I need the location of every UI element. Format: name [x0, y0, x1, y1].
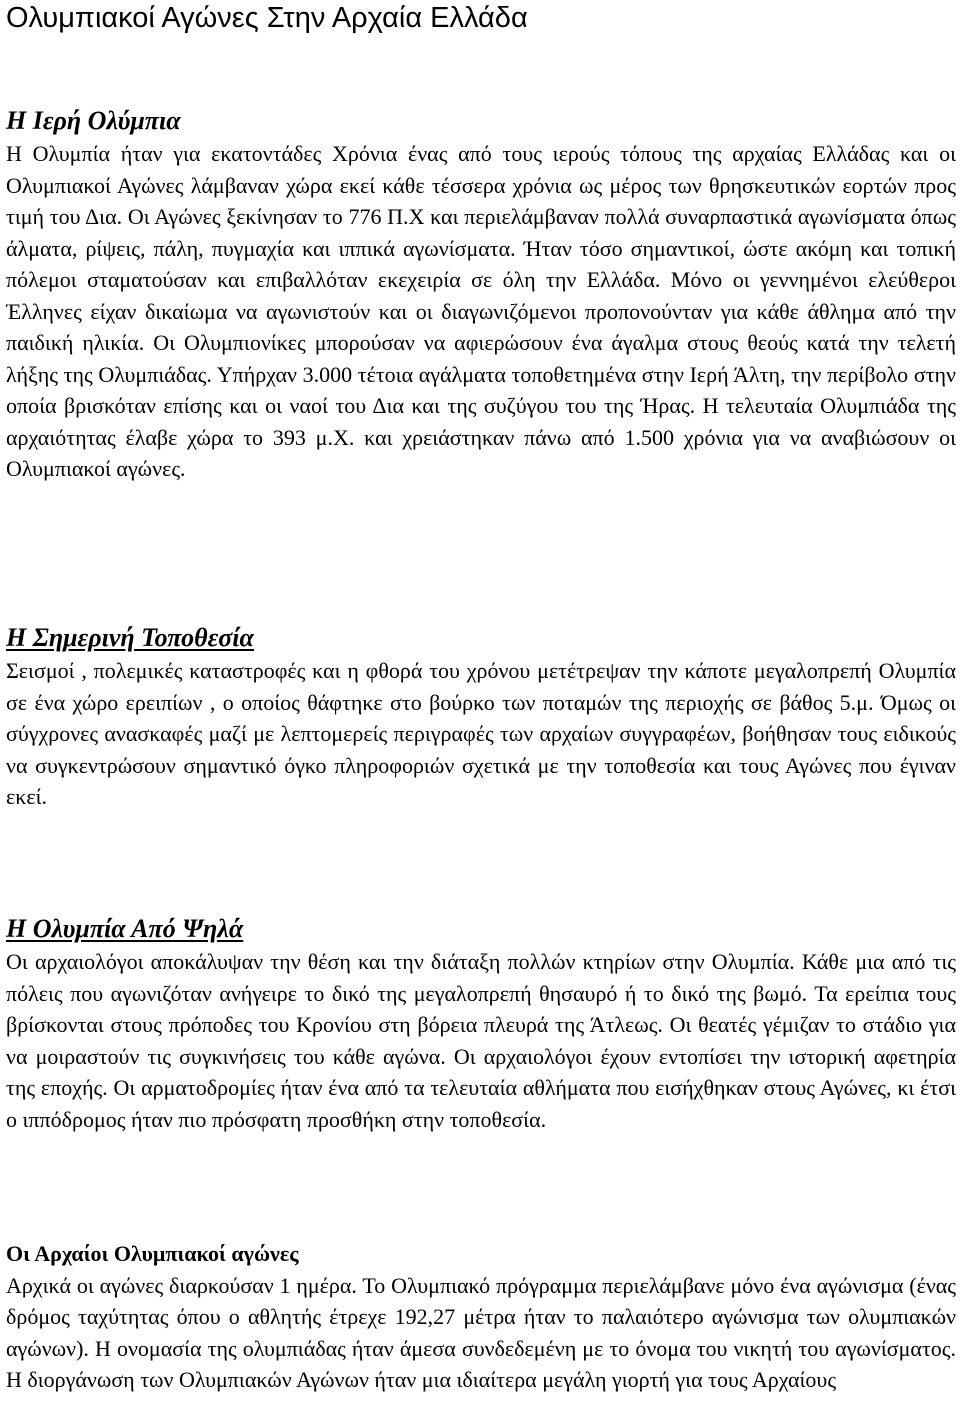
- section-text: Οι αρχαιολόγοι αποκάλυψαν την θέση και την διάταξη πολλών κτηρίων στην Ολυμπία. Κάθε μια από τις πόλεις που αγωνιζόταν ανήγειρε το δικό της μεγαλοπρεπή θησαυρό ή το δικό της βωμό. Τα ερείπια τους βρίσκονται στους πρόποδες του Κρονίου στη βόρεια πλευρά της Άτλεως. Οι θεατές γέμιζαν το στάδιο για να μοιραστούν τις συγκινήσεις του κάθε αγώνα. Οι αρχαιολόγοι έχουν εντοπίσει την ιστορική αφετηρία της εποχής. Οι αρματοδρομίες ήταν ένα από τα τελευταία αθλήματα που εισήχθηκαν στους Αγώνες, κι έτσι ο ιππόδρομος ήταν πιο πρόσφατη προσθήκη στην τοποθεσία.: [6, 949, 956, 1132]
- document-title: Ολυμπιακοί Αγώνες Στην Αρχαία Ελλάδα: [6, 2, 528, 34]
- section-text: Αρχικά οι αγώνες διαρκούσαν 1 ημέρα. Το Ολυμπιακό πρόγραμμα περιελάμβανε μόνο ένα αγώνισμα (ένας δρόμος ταχύτητας όπου ο αθλητής έτρεχε 192,27 μέτρα ήταν το παλαιότερο αγώνισμα των ολυμπιακών αγώνων). Η ονομασία της ολυμπιάδας ήταν άμεσα συνδεδεμένη με το όνομα του νικητή του αγωνίσματος. Η διοργάνωση των Ολυμπιακών Αγώνων ήταν μια ιδιαίτερα μεγάλη γιορτή για τους Αρχαίους: [6, 1272, 956, 1392]
- section-current-location: [6, 621, 956, 813]
- section-heading: Η Σημερινή Τοποθεσία: [6, 623, 254, 652]
- section-text: Σεισμοί , πολεμικές καταστροφές και η φθορά του χρόνου μετέτρεψαν την κάποτε μεγαλοπρεπή Ολυμπία σε ένα χώρο ερειπίων , ο οποίος θάφτηκε στο βούρκο των ποταμών της περιοχής σε βάθος 5.μ. Όμως οι σύγχρονες ανασκαφές μαζί με λεπτομερείς περιγραφές των αρχαίων συγγραφέων, βοήθησαν τους ειδικούς να συγκεντρώσουν σημαντικό όγκο πληροφοριών σχετικά με την τοποθεσία και τους Αγώνες που έγιναν εκεί.: [6, 658, 956, 809]
- section-olympia-from-above: [6, 912, 956, 1135]
- section-heading: Η Ιερή Ολύμπια: [6, 106, 181, 135]
- section-text: Η Ολυμπία ήταν για εκατοντάδες Χρόνια ένας από τους ιερούς τόπους της αρχαίας Ελλάδας και οι Ολυμπιακοί Αγώνες λάμβαναν χώρα εκεί κάθε τέσσερα χρόνια ως μέρος των θρησκευτικών εορτών προς τιμή του Δια. Οι Αγώνες ξεκίνησαν το 776 Π.Χ και περιελάμβαναν πολλά συναρπαστικά αγωνίσματα όπως άλματα, ρίψεις, πάλη, πυγμαχία και ιππικά αγωνίσματα. Ήταν τόσο σημαντικοί, ώστε ακόμη και τοπική πόλεμοι σταματούσαν και επιβαλλόταν εκεχειρία σε όλη την Ελλάδα. Μόνο οι γεννημένοι ελεύθεροι Έλληνες είχαν δικαίωμα να αγωνιστούν και οι διαγωνιζόμενοι προπονούνταν για κάθε άθλημα από την παιδική ηλικία. Οι Ολυμπιονίκες μπορούσαν να αφιερώσουν ένα άγαλμα στους θεούς κατά την τελετή λήξης της Ολυμπιάδας. Υπήρχαν 3.000 τέτοια αγάλματα τοποθετημένα στην Ιερή Άλτη, την περίβολο στην οποία βρισκόταν επίσης και οι ναοί του Δια και της συζύγου του της Ήρας. Η τελευταία Ολυμπιάδα της αρχαιότητας έλαβε χώρα το 393 μ.Χ. και χρειάστηκαν πάνω από 1.500 χρόνια για να αναβιώσουν οι Ολυμπιακοί αγώνες.: [6, 141, 956, 481]
- section-ancient-olympic-games: [6, 1238, 956, 1427]
- section-heading: Η Ολυμπία Από Ψηλά: [6, 914, 244, 943]
- section-heading: Οι Αρχαίοι Ολυμπιακοί αγώνες: [6, 1241, 299, 1266]
- section-sacred-olympia: [6, 104, 956, 527]
